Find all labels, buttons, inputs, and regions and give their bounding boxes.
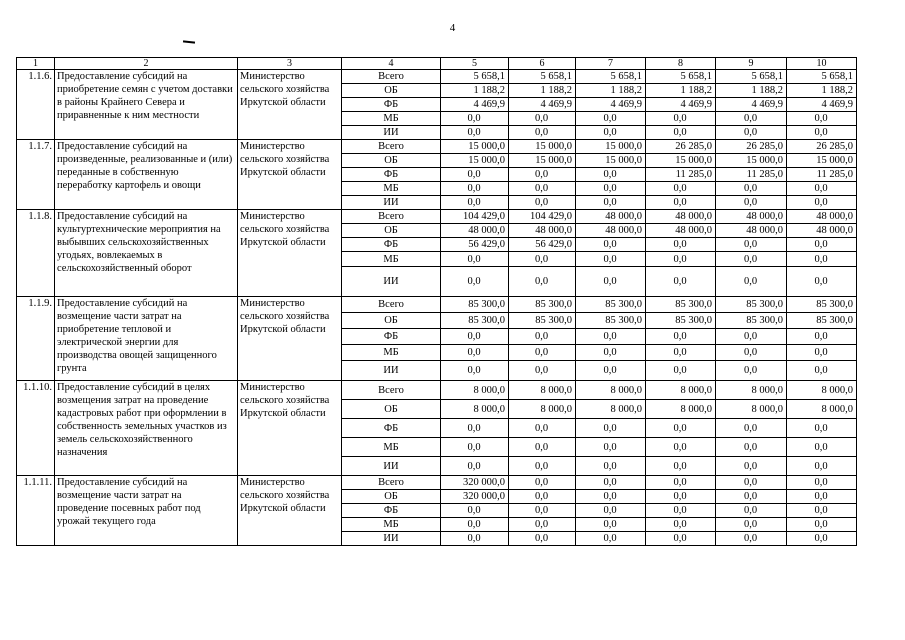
amount-cell: 0,0 [646,252,716,267]
amount-cell: 0,0 [576,532,646,546]
amount-cell: 56 429,0 [509,238,576,252]
amount-cell: 0,0 [576,345,646,361]
amount-cell: 85 300,0 [509,313,576,329]
amount-cell: 85 300,0 [576,297,646,313]
amount-cell: 0,0 [787,476,857,490]
amount-cell: 8 000,0 [716,400,787,419]
amount-cell: 11 285,0 [646,168,716,182]
amount-cell: 8 000,0 [509,381,576,400]
amount-cell: 0,0 [509,490,576,504]
amount-cell: 0,0 [441,504,509,518]
funding-source: ОБ [342,400,441,419]
amount-cell: 0,0 [716,252,787,267]
amount-cell: 15 000,0 [441,154,509,168]
amount-cell: 0,0 [576,252,646,267]
funding-source: МБ [342,345,441,361]
funding-source: ФБ [342,168,441,182]
amount-cell: 0,0 [716,196,787,210]
amount-cell: 0,0 [509,504,576,518]
amount-cell: 0,0 [441,361,509,381]
amount-cell: 0,0 [716,438,787,457]
amount-cell: 8 000,0 [787,400,857,419]
amount-cell: 0,0 [509,329,576,345]
amount-cell: 0,0 [576,196,646,210]
amount-cell: 0,0 [646,196,716,210]
amount-cell: 0,0 [646,345,716,361]
amount-cell: 320 000,0 [441,490,509,504]
funding-source: Всего [342,476,441,490]
amount-cell: 0,0 [576,112,646,126]
amount-cell: 85 300,0 [646,297,716,313]
header-cell: 1 [17,58,55,70]
amount-cell: 0,0 [509,532,576,546]
budget-table [16,57,857,546]
amount-cell: 0,0 [441,252,509,267]
amount-cell: 0,0 [441,196,509,210]
amount-cell: 0,0 [576,457,646,476]
amount-cell: 0,0 [716,126,787,140]
amount-cell: 5 658,1 [646,70,716,84]
amount-cell: 4 469,9 [576,98,646,112]
amount-cell: 0,0 [787,252,857,267]
table-row [17,476,857,490]
amount-cell: 0,0 [716,504,787,518]
amount-cell: 11 285,0 [716,168,787,182]
amount-cell: 0,0 [787,490,857,504]
amount-cell: 0,0 [441,126,509,140]
item-code-text: 1.1.6. [28,71,52,82]
amount-cell: 0,0 [716,361,787,381]
amount-cell: 15 000,0 [716,154,787,168]
amount-cell: 26 285,0 [646,140,716,154]
amount-cell: 15 000,0 [787,154,857,168]
amount-cell: 4 469,9 [509,98,576,112]
funding-source: ФБ [342,98,441,112]
amount-cell: 0,0 [646,182,716,196]
item-code-text: 1.1.10. [23,382,52,393]
header-cell: 10 [787,58,857,70]
item-name: Предоставление субсидий на культуртехнические мероприятия на выбывших сельскохозяйственных угодьях, вовлекаемых в сельскохозяйственный оборот [55,210,238,297]
amount-cell: 0,0 [509,438,576,457]
header-cell: 7 [576,58,646,70]
amount-cell: 85 300,0 [646,313,716,329]
funding-source: МБ [342,182,441,196]
amount-cell: 8 000,0 [787,381,857,400]
funding-source: ФБ [342,504,441,518]
amount-cell: 0,0 [716,490,787,504]
header-cell: 6 [509,58,576,70]
funding-source: ОБ [342,84,441,98]
amount-cell: 48 000,0 [787,224,857,238]
amount-cell: 0,0 [576,168,646,182]
amount-cell: 0,0 [787,419,857,438]
item-code [17,297,55,381]
amount-cell: 0,0 [576,267,646,297]
header-cell: 3 [238,58,342,70]
amount-cell: 0,0 [646,112,716,126]
item-executor: Министерство сельского хозяйства Иркутской области [238,476,342,546]
amount-cell: 85 300,0 [509,297,576,313]
amount-cell: 0,0 [716,238,787,252]
amount-cell: 0,0 [509,345,576,361]
item-name: Предоставление субсидий на приобретение семян с учетом доставки в районы Крайнего Севера и приравненные к ним местности [55,70,238,140]
amount-cell: 48 000,0 [787,210,857,224]
amount-cell: 48 000,0 [646,210,716,224]
funding-source: ИИ [342,361,441,381]
amount-cell: 5 658,1 [576,70,646,84]
funding-source: Всего [342,140,441,154]
page-number: 4 [449,22,456,34]
table-body [17,70,857,546]
amount-cell: 1 188,2 [509,84,576,98]
amount-cell: 0,0 [509,196,576,210]
amount-cell: 0,0 [787,267,857,297]
table-row [17,70,857,84]
amount-cell: 0,0 [716,329,787,345]
amount-cell: 8 000,0 [716,381,787,400]
amount-cell: 0,0 [441,168,509,182]
header-row [17,58,857,70]
amount-cell: 0,0 [646,361,716,381]
amount-cell: 0,0 [576,476,646,490]
item-name: Предоставление субсидий на произведенные, реализованные и (или) переданные в собственную переработку картофель и овощи [55,140,238,210]
amount-cell: 0,0 [646,476,716,490]
amount-cell: 26 285,0 [787,140,857,154]
amount-cell: 15 000,0 [441,140,509,154]
amount-cell: 0,0 [646,504,716,518]
amount-cell: 0,0 [646,419,716,438]
amount-cell: 0,0 [509,476,576,490]
amount-cell: 0,0 [646,238,716,252]
amount-cell: 1 188,2 [576,84,646,98]
item-code-text: 1.1.8. [28,211,52,222]
amount-cell: 48 000,0 [441,224,509,238]
amount-cell: 0,0 [441,438,509,457]
amount-cell: 0,0 [441,112,509,126]
amount-cell: 0,0 [787,504,857,518]
amount-cell: 48 000,0 [716,210,787,224]
amount-cell: 85 300,0 [716,297,787,313]
amount-cell: 0,0 [716,267,787,297]
amount-cell: 0,0 [509,252,576,267]
amount-cell: 0,0 [787,532,857,546]
item-code-text: 1.1.9. [28,298,52,309]
amount-cell: 0,0 [509,419,576,438]
amount-cell: 0,0 [441,182,509,196]
item-code [17,70,55,140]
item-executor: Министерство сельского хозяйства Иркутской области [238,70,342,140]
amount-cell: 0,0 [646,329,716,345]
amount-cell: 8 000,0 [576,400,646,419]
item-code-text: 1.1.7. [28,141,52,152]
funding-source: Всего [342,70,441,84]
amount-cell: 1 188,2 [716,84,787,98]
amount-cell: 0,0 [576,518,646,532]
item-code [17,381,55,476]
amount-cell: 15 000,0 [576,154,646,168]
item-code [17,476,55,546]
amount-cell: 0,0 [576,438,646,457]
item-executor: Министерство сельского хозяйства Иркутской области [238,297,342,381]
amount-cell: 0,0 [787,361,857,381]
scan-mark [183,40,195,43]
amount-cell: 0,0 [787,126,857,140]
amount-cell: 0,0 [509,112,576,126]
funding-source: ОБ [342,490,441,504]
amount-cell: 8 000,0 [441,400,509,419]
amount-cell: 0,0 [787,329,857,345]
funding-source: МБ [342,112,441,126]
amount-cell: 0,0 [441,329,509,345]
amount-cell: 0,0 [787,238,857,252]
funding-source: МБ [342,518,441,532]
funding-source: ИИ [342,267,441,297]
amount-cell: 0,0 [716,345,787,361]
header-cell: 9 [716,58,787,70]
amount-cell: 85 300,0 [441,313,509,329]
funding-source: МБ [342,438,441,457]
amount-cell: 0,0 [576,238,646,252]
amount-cell: 0,0 [509,518,576,532]
funding-source: Всего [342,297,441,313]
amount-cell: 0,0 [646,457,716,476]
amount-cell: 0,0 [441,532,509,546]
amount-cell: 0,0 [716,518,787,532]
amount-cell: 0,0 [509,457,576,476]
header-cell: 2 [55,58,238,70]
funding-source: ОБ [342,313,441,329]
item-executor: Министерство сельского хозяйства Иркутской области [238,140,342,210]
funding-source: МБ [342,252,441,267]
funding-source: ФБ [342,419,441,438]
amount-cell: 15 000,0 [646,154,716,168]
amount-cell: 8 000,0 [509,400,576,419]
amount-cell: 0,0 [787,518,857,532]
table-row [17,210,857,224]
amount-cell: 0,0 [576,490,646,504]
header-cell: 8 [646,58,716,70]
amount-cell: 0,0 [509,182,576,196]
amount-cell: 104 429,0 [441,210,509,224]
amount-cell: 26 285,0 [716,140,787,154]
amount-cell: 85 300,0 [787,297,857,313]
amount-cell: 48 000,0 [716,224,787,238]
amount-cell: 0,0 [509,168,576,182]
amount-cell: 15 000,0 [509,140,576,154]
amount-cell: 0,0 [576,419,646,438]
amount-cell: 48 000,0 [646,224,716,238]
amount-cell: 0,0 [646,518,716,532]
funding-source: ИИ [342,126,441,140]
item-name: Предоставление субсидий на возмещение части затрат на проведение посевных работ под урожай текущего года [55,476,238,546]
amount-cell: 0,0 [646,438,716,457]
amount-cell: 0,0 [787,182,857,196]
amount-cell: 8 000,0 [646,400,716,419]
amount-cell: 0,0 [787,112,857,126]
item-name: Предоставление субсидий в целях возмещения затрат на проведение кадастровых работ при оформлении в собственность земельных участков из земель сельскохозяйственного назначения [55,381,238,476]
amount-cell: 0,0 [646,267,716,297]
funding-source: ИИ [342,196,441,210]
amount-cell: 0,0 [441,267,509,297]
amount-cell: 0,0 [441,419,509,438]
amount-cell: 1 188,2 [441,84,509,98]
amount-cell: 0,0 [576,329,646,345]
amount-cell: 5 658,1 [509,70,576,84]
amount-cell: 8 000,0 [441,381,509,400]
item-code [17,210,55,297]
amount-cell: 0,0 [576,182,646,196]
table-row [17,297,857,313]
amount-cell: 4 469,9 [787,98,857,112]
amount-cell: 5 658,1 [716,70,787,84]
amount-cell: 85 300,0 [441,297,509,313]
funding-source: ИИ [342,457,441,476]
amount-cell: 0,0 [576,361,646,381]
item-executor: Министерство сельского хозяйства Иркутской области [238,210,342,297]
amount-cell: 0,0 [787,457,857,476]
funding-source: ОБ [342,224,441,238]
amount-cell: 1 188,2 [787,84,857,98]
funding-source: ИИ [342,532,441,546]
amount-cell: 0,0 [441,457,509,476]
amount-cell: 320 000,0 [441,476,509,490]
amount-cell: 0,0 [441,345,509,361]
amount-cell: 104 429,0 [509,210,576,224]
amount-cell: 0,0 [509,126,576,140]
amount-cell: 85 300,0 [787,313,857,329]
amount-cell: 0,0 [716,476,787,490]
amount-cell: 0,0 [716,419,787,438]
amount-cell: 48 000,0 [576,210,646,224]
amount-cell: 4 469,9 [441,98,509,112]
header-cell: 5 [441,58,509,70]
table-row [17,381,857,400]
amount-cell: 5 658,1 [441,70,509,84]
header-cell: 4 [342,58,441,70]
amount-cell: 0,0 [576,504,646,518]
funding-source: Всего [342,210,441,224]
amount-cell: 4 469,9 [716,98,787,112]
amount-cell: 0,0 [509,267,576,297]
amount-cell: 8 000,0 [646,381,716,400]
amount-cell: 56 429,0 [441,238,509,252]
item-name: Предоставление субсидий на возмещение части затрат на приобретение тепловой и электрической энергии для производства овощей защищенного грунта [55,297,238,381]
item-code-text: 1.1.11. [23,477,52,488]
amount-cell: 0,0 [646,490,716,504]
item-code [17,140,55,210]
amount-cell: 15 000,0 [509,154,576,168]
amount-cell: 48 000,0 [509,224,576,238]
amount-cell: 0,0 [576,126,646,140]
amount-cell: 0,0 [646,532,716,546]
amount-cell: 8 000,0 [576,381,646,400]
amount-cell: 0,0 [716,112,787,126]
amount-cell: 4 469,9 [646,98,716,112]
table-row [17,140,857,154]
amount-cell: 0,0 [716,457,787,476]
funding-source: Всего [342,381,441,400]
amount-cell: 0,0 [787,438,857,457]
amount-cell: 0,0 [509,361,576,381]
amount-cell: 0,0 [787,196,857,210]
amount-cell: 0,0 [441,518,509,532]
amount-cell: 1 188,2 [646,84,716,98]
funding-source: ОБ [342,154,441,168]
amount-cell: 48 000,0 [576,224,646,238]
amount-cell: 0,0 [716,182,787,196]
amount-cell: 11 285,0 [787,168,857,182]
amount-cell: 5 658,1 [787,70,857,84]
funding-source: ФБ [342,238,441,252]
amount-cell: 0,0 [716,532,787,546]
amount-cell: 85 300,0 [716,313,787,329]
amount-cell: 0,0 [787,345,857,361]
amount-cell: 15 000,0 [576,140,646,154]
funding-source: ФБ [342,329,441,345]
amount-cell: 85 300,0 [576,313,646,329]
amount-cell: 0,0 [646,126,716,140]
item-executor: Министерство сельского хозяйства Иркутской области [238,381,342,476]
